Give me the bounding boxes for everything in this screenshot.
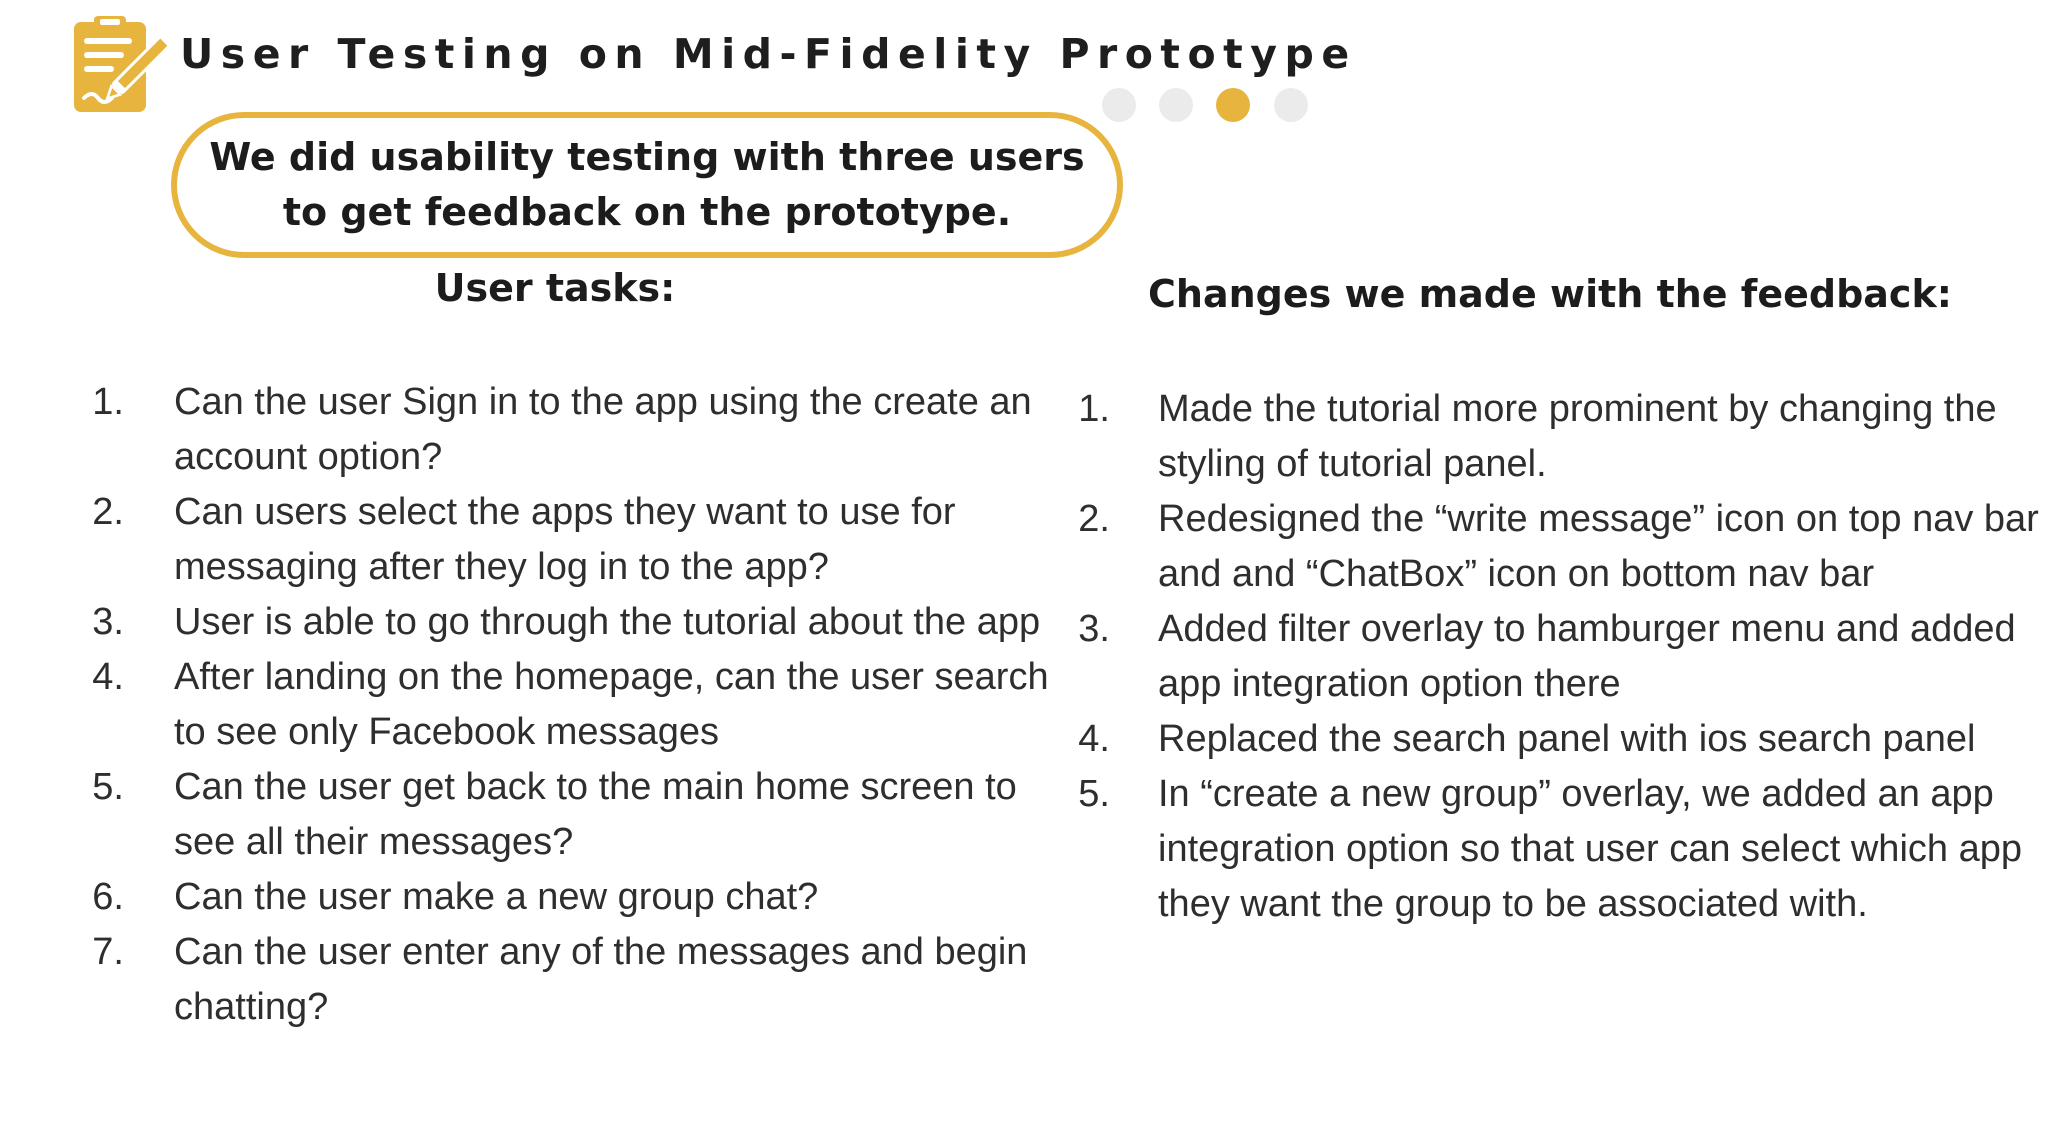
list-item-number: 3. xyxy=(1078,608,1110,650)
list-item-number: 5. xyxy=(1078,773,1110,815)
list-item-text: Can the user get back to the main home screen to see all their messages? xyxy=(174,766,1017,863)
list-item-text: Can users select the apps they want to use for messaging after they log in to the app? xyxy=(174,491,956,588)
list-item-text: Can the user make a new group chat? xyxy=(174,876,819,918)
list-item-text: Can the user Sign in to the app using the create an account option? xyxy=(174,381,1032,478)
summary-callout xyxy=(171,112,1123,258)
progress-dot-1 xyxy=(1102,88,1136,122)
list-item-number: 4. xyxy=(92,656,124,698)
list-item xyxy=(64,650,1064,760)
list-item-number: 5. xyxy=(92,766,124,808)
list-item-number: 2. xyxy=(92,491,124,533)
list-item xyxy=(1062,767,2042,932)
list-item-text: User is able to go through the tutorial about the app xyxy=(174,601,1041,643)
progress-dot-4 xyxy=(1274,88,1308,122)
list-item xyxy=(1062,492,2042,602)
user-tasks-heading: User tasks: xyxy=(434,266,676,310)
progress-dot-3-active xyxy=(1216,88,1250,122)
list-item xyxy=(64,375,1064,485)
list-item-number: 1. xyxy=(1078,388,1110,430)
list-item xyxy=(64,925,1064,1035)
list-item-text: After landing on the homepage, can the user search to see only Facebook messages xyxy=(174,656,1049,753)
list-item xyxy=(1062,712,2042,767)
list-item xyxy=(1062,602,2042,712)
list-item xyxy=(1062,382,2042,492)
list-item-number: 4. xyxy=(1078,718,1110,760)
document-edit-icon xyxy=(70,16,172,116)
changes-heading: Changes we made with the feedback: xyxy=(1148,272,1952,316)
list-item xyxy=(64,760,1064,870)
progress-dot-2 xyxy=(1159,88,1193,122)
list-item-text: In “create a new group” overlay, we added an app integration option so that user can select which app they want the group to be associated with. xyxy=(1158,773,2022,925)
list-item xyxy=(64,870,1064,925)
list-item-text: Redesigned the “write message” icon on top nav bar and and “ChatBox” icon on bottom nav bar xyxy=(1158,498,2039,595)
list-item-text: Replaced the search panel with ios search panel xyxy=(1158,718,1976,760)
list-item-text: Added filter overlay to hamburger menu and added app integration option there xyxy=(1158,608,2016,705)
list-item-text: Can the user enter any of the messages and begin chatting? xyxy=(174,931,1028,1028)
user-tasks-list xyxy=(64,375,1064,1035)
list-item-number: 1. xyxy=(92,381,124,423)
page-title: User Testing on Mid-Fidelity Prototype xyxy=(180,30,1357,78)
summary-callout-text: We did usability testing with three users to get feedback on the prototype. xyxy=(209,135,1085,234)
changes-list xyxy=(1062,382,2042,932)
list-item-text: Made the tutorial more prominent by changing the styling of tutorial panel. xyxy=(1158,388,1997,485)
list-item xyxy=(64,595,1064,650)
list-item xyxy=(64,485,1064,595)
list-item-number: 3. xyxy=(92,601,124,643)
list-item-number: 6. xyxy=(92,876,124,918)
list-item-number: 2. xyxy=(1078,498,1110,540)
list-item-number: 7. xyxy=(92,931,124,973)
